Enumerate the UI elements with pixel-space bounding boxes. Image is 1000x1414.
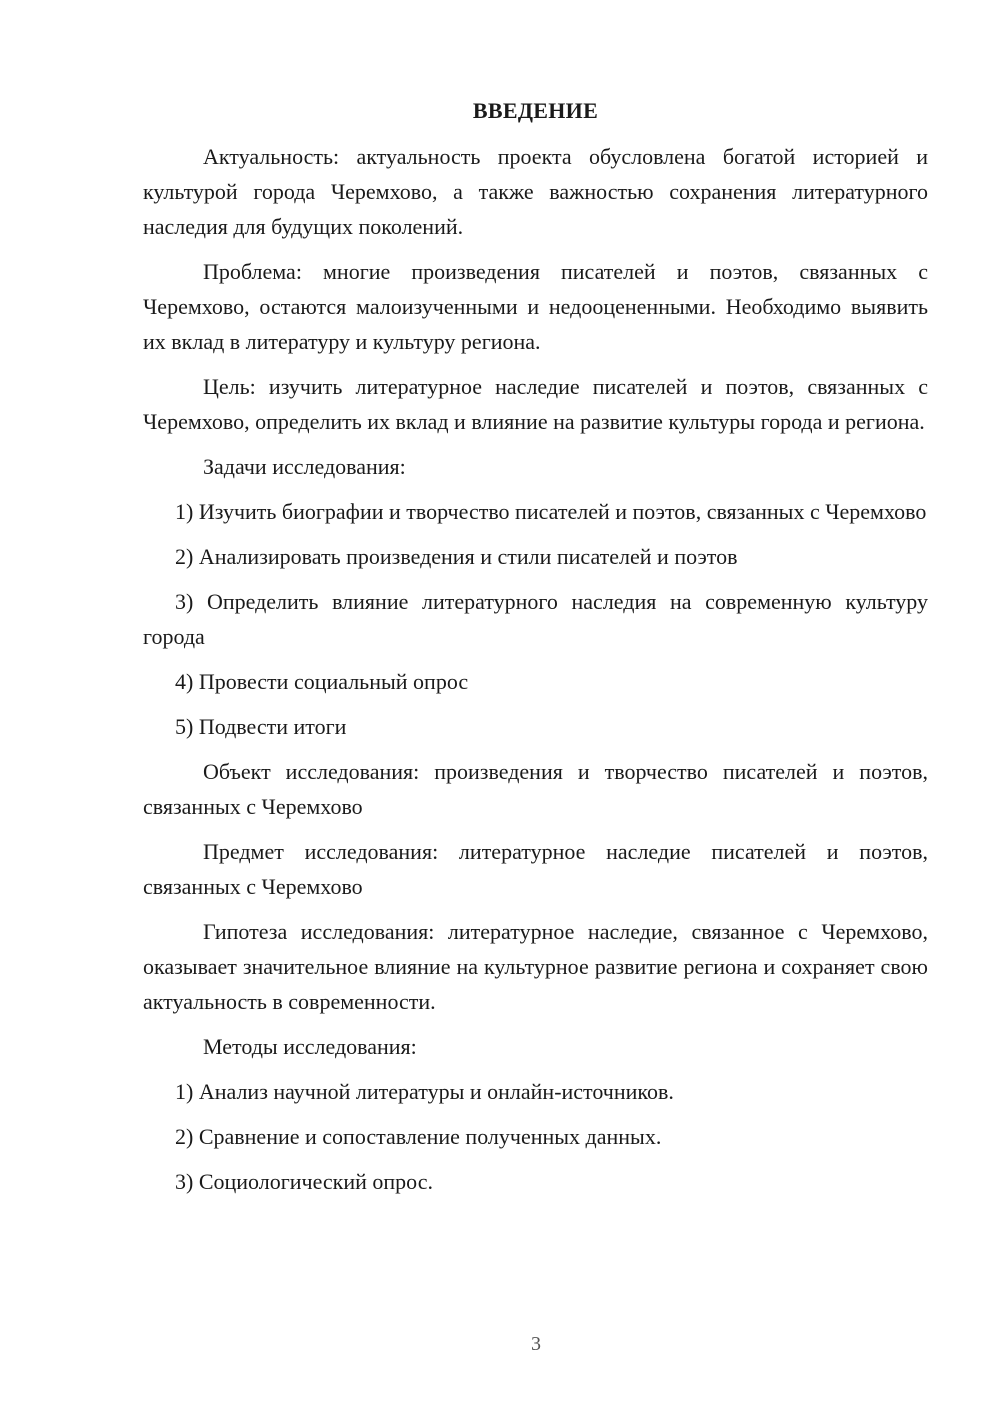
tasks-heading: Задачи исследования: — [203, 454, 406, 479]
method-item-1: 1) Анализ научной литературы и онлайн-источников. — [175, 1079, 674, 1104]
paragraph-subject: Предмет исследования: литературное наследие писателей и поэтов, связанных с Черемхово — [143, 839, 928, 899]
task-item-4: 4) Провести социальный опрос — [175, 669, 469, 694]
task-item-2: 2) Анализировать произведения и стили писателей и поэтов — [175, 544, 738, 569]
paragraph-hypothesis: Гипотеза исследования: литературное наследие, связанное с Черемхово, оказывает значительное влияние на культурное развитие региона и сохраняет свою актуальность в современности. — [143, 919, 928, 1014]
page-number: 3 — [531, 1333, 541, 1355]
method-item-3: 3) Социологический опрос. — [175, 1169, 433, 1194]
document-page — [143, 96, 928, 1209]
paragraph-relevance: Актуальность: актуальность проекта обусловлена богатой историей и культурой города Черемхово, а также важностью сохранения литературного наследия для будущих поколений. — [143, 144, 928, 239]
paragraph-problem: Проблема: многие произведения писателей и поэтов, связанных с Черемхово, остаются малоизученными и недооцененными. Необходимо выявить их вклад в литературу и культуру региона. — [143, 259, 928, 354]
task-item-5: 5) Подвести итоги — [175, 714, 347, 739]
paragraph-object: Объект исследования: произведения и творчество писателей и поэтов, связанных с Черемхово — [143, 759, 928, 819]
method-item-2: 2) Сравнение и сопоставление полученных данных. — [175, 1124, 662, 1149]
task-item-1: 1) Изучить биографии и творчество писателей и поэтов, связанных с Черемхово — [175, 499, 927, 524]
section-heading: ВВЕДЕНИЕ — [472, 98, 599, 123]
paragraph-goal: Цель: изучить литературное наследие писателей и поэтов, связанных с Черемхово, определить их вклад и влияние на развитие культуры города и региона. — [143, 374, 928, 434]
task-item-3: 3) Определить влияние литературного наследия на современную культуру города — [143, 589, 928, 649]
methods-heading: Методы исследования: — [203, 1034, 417, 1059]
